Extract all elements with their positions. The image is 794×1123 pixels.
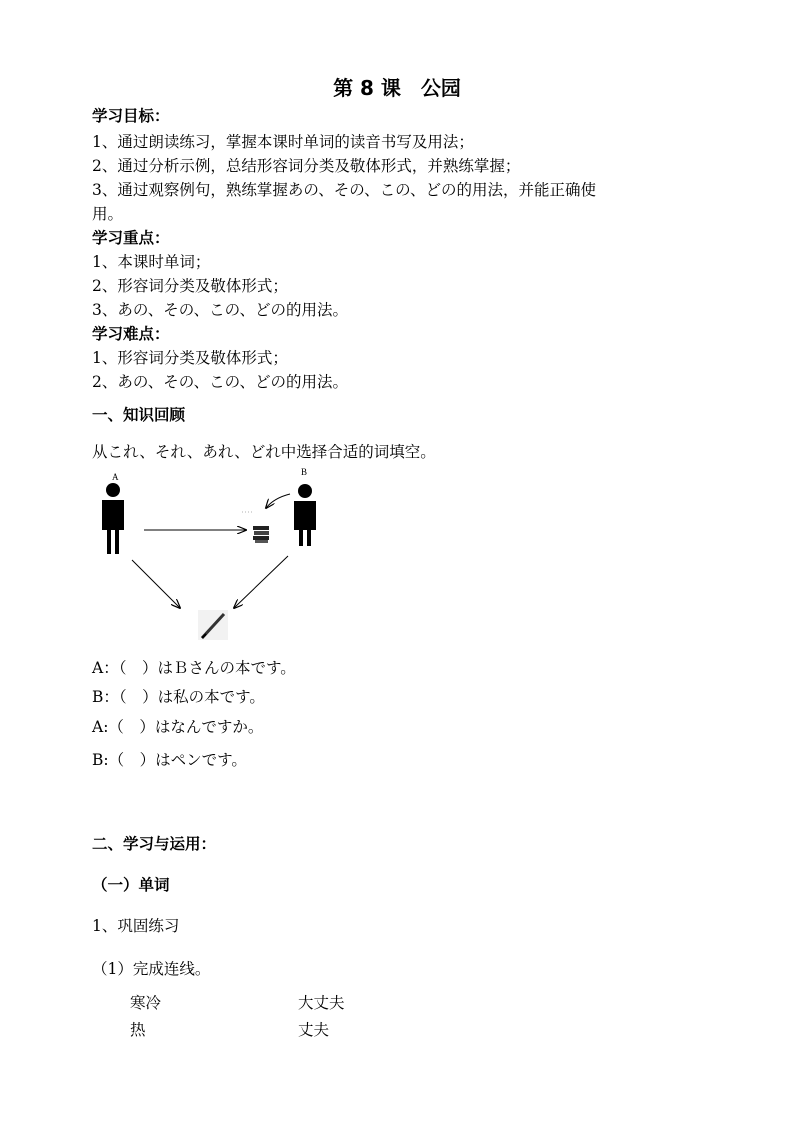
vocabulary-heading: （一）单词	[92, 876, 170, 894]
matching-left-item: 寒冷	[130, 994, 162, 1012]
key-point-item: 3、あの、その、この、どの的用法。	[92, 301, 349, 319]
objective-item: 2、通过分析示例，总结形容词分类及敬体形式，并熟练掌握；	[92, 157, 521, 175]
matching-right-item: 大丈夫	[298, 994, 345, 1012]
dialog-line: A：（ ）はＢさんの本です。	[92, 659, 296, 677]
matching-task: （1）完成连线。	[92, 960, 211, 978]
objective-item: 1、通过朗读练习，掌握本课时单词的读音书写及用法；	[92, 133, 474, 151]
arrow-a-to-pen	[132, 560, 180, 608]
review-instruction: 从これ、それ、あれ、どれ中选择合适的词填空。	[92, 443, 436, 461]
review-heading: 一、知识回顾	[92, 406, 186, 424]
objective-item: 用。	[92, 205, 124, 223]
study-heading: 二、学习与运用：	[92, 835, 217, 853]
dialog-line: B：（ ）は私の本です。	[92, 688, 265, 706]
matching-right-item: 丈夫	[298, 1021, 330, 1039]
demonstrative-figure	[88, 468, 348, 648]
practice-item: 1、巩固练习	[92, 917, 180, 935]
page-title: 第 8 课 公园	[333, 76, 461, 100]
curved-arrow	[266, 494, 290, 508]
arrow-b-to-pen	[234, 556, 288, 608]
matching-left-item: 热	[130, 1021, 146, 1039]
book-icon	[253, 526, 269, 543]
figure-svg	[88, 468, 348, 648]
difficulty-item: 1、形容词分类及敬体形式；	[92, 349, 288, 367]
difficulties-heading: 学习难点：	[92, 325, 170, 343]
person-b-icon	[294, 484, 316, 546]
objective-item: 3、通过观察例句，熟练掌握あの、その、この、どの的用法，并能正确使	[92, 181, 597, 199]
difficulty-item: 2、あの、その、この、どの的用法。	[92, 373, 349, 391]
person-b-label: B	[301, 468, 308, 477]
dialog-line: A:（ ）はなんですか。	[92, 718, 264, 736]
pen-icon	[198, 610, 228, 640]
person-a-label: A	[112, 472, 119, 482]
key-point-item: 1、本课时单词；	[92, 253, 211, 271]
objectives-heading: 学习目标：	[92, 107, 170, 125]
key-point-item: 2、形容词分类及敬体形式；	[92, 277, 288, 295]
dialog-line: B:（ ）はペンです。	[92, 751, 247, 769]
person-a-icon	[102, 483, 124, 554]
key-points-heading: 学习重点：	[92, 229, 170, 247]
